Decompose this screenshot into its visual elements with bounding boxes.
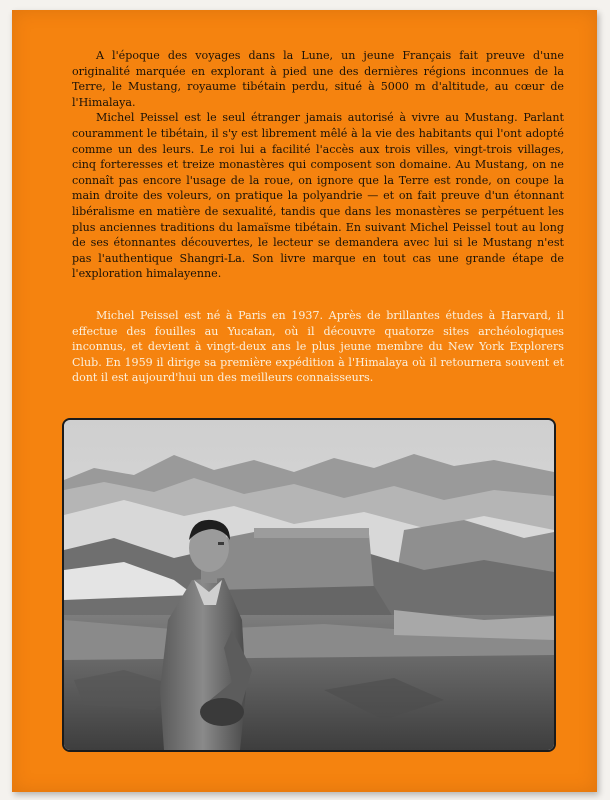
book-blurb: [72, 48, 564, 282]
book-back-cover: [12, 10, 597, 792]
author-photo: [62, 418, 556, 752]
photo-illustration: [64, 420, 554, 750]
author-bio: Michel Peissel est né à Paris en 1937. Après de brillantes études à Harvard, il effectue des fouilles au Yucatan, où il découvre quatorze sites archéologiques inconnus, et devient à vingt-deux ans le plus jeune membre du New York Explorers Club. En 1959 il dirige sa première expédition à l'Himalaya où il retournera souvent et dont il est aujourd'hui un des meilleurs connaisseurs.: [72, 309, 564, 385]
blurb-paragraph-main: Michel Peissel est le seul étranger jamais autorisé à vivre au Mustang. Parlant couramment le tibétain, il s'y est librement mêlé à la vie des habitants qui l'ont adopté comme un des leurs. Le roi lui a facilité l'accès aux trois villes, vingt-trois villages, cinq forteresses et treize monastères qui composent son domaine. Au Mustang, on ne connaît pas encore l'usage de la roue, on ignore que la Terre est ronde, on coupe la main droite des voleurs, on pratique la polyandrie — et on fait preuve d'un étonnant libéralisme en matière de sexualité, tandis que dans les monastères se perpétuent les plus anciennes traditions du lamaïsme tibétain. En suivant Michel Peissel tout au long de ses étonnantes découvertes, le lecteur se demandera avec lui si le Mustang n'est pas l'authentique Shangri-La. Son livre marque en tout cas une grande étape de l'exploration himalayenne.: [72, 111, 564, 281]
blurb-paragraph-intro: A l'époque des voyages dans la Lune, un jeune Français fait preuve d'une originalité marquée en explorant à pied une des dernières régions inconnues de la Terre, le Mustang, royaume tibétain perdu, situé à 5000 m d'altitude, au cœur de l'Himalaya.: [72, 49, 564, 109]
